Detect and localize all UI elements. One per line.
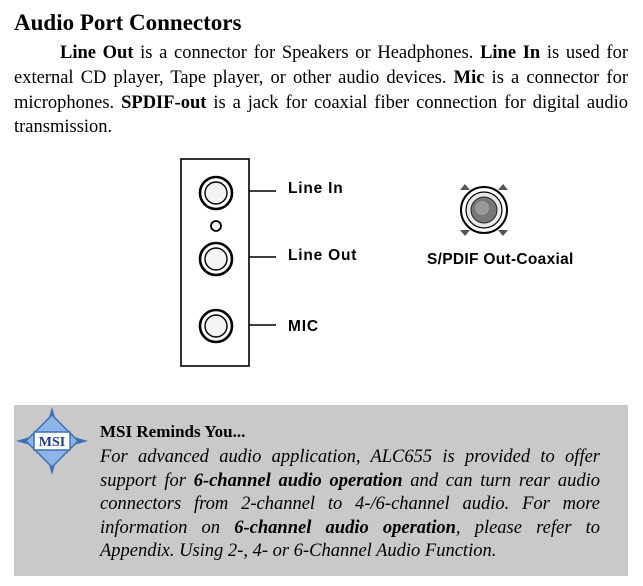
line-in-jack-icon — [200, 177, 232, 209]
indicator-dot-icon — [211, 221, 221, 231]
reminder-emphasis-1: 6-channel audio operation — [193, 470, 403, 491]
msi-logo-text: MSI — [38, 435, 66, 450]
mic-term: Mic — [453, 67, 485, 88]
reminder-heading: MSI Reminds You... — [100, 422, 246, 441]
line-out-jack-icon — [200, 243, 232, 275]
mic-jack-icon — [200, 310, 232, 342]
spdif-description: is a jack for coaxial fiber connection for digital audio transmission. — [14, 92, 628, 138]
line-out-description: is a connector for Speakers or Headphones. — [133, 43, 481, 63]
mic-label: MIC — [288, 318, 319, 335]
line-in-label: Line In — [288, 180, 344, 197]
mic-description: is a connector for microphones. — [14, 67, 628, 113]
line-in-description: is used for external CD player, Tape player, or other audio devices. — [14, 43, 628, 88]
spdif-label: S/PDIF Out-Coaxial — [427, 251, 574, 268]
reminder-emphasis-2: 6-channel audio operation — [234, 517, 456, 538]
audio-port-diagram — [0, 150, 643, 380]
msi-logo-icon — [14, 405, 94, 477]
line-out-label: Line Out — [288, 247, 358, 264]
reminder-text — [100, 446, 600, 564]
reminder-text-part-3: , please refer to Appendix. Using 2-, 4- or 6-Channel Audio Function. — [100, 517, 600, 562]
intro-paragraph — [14, 41, 628, 140]
line-in-term: Line In — [480, 43, 541, 63]
msi-reminder-box — [14, 405, 628, 576]
section-title: Audio Port Connectors — [14, 10, 242, 35]
spdif-term: SPDIF-out — [121, 92, 207, 113]
line-out-term: Line Out — [60, 43, 134, 63]
reminder-text-part-2: and can turn rear audio connectors from 2-channel to 4-/6-channel audio. For more information on — [100, 470, 600, 538]
reminder-text-part-1: For advanced audio application, ALC655 is provided to offer support for — [100, 447, 600, 491]
spdif-coaxial-icon — [460, 184, 508, 236]
